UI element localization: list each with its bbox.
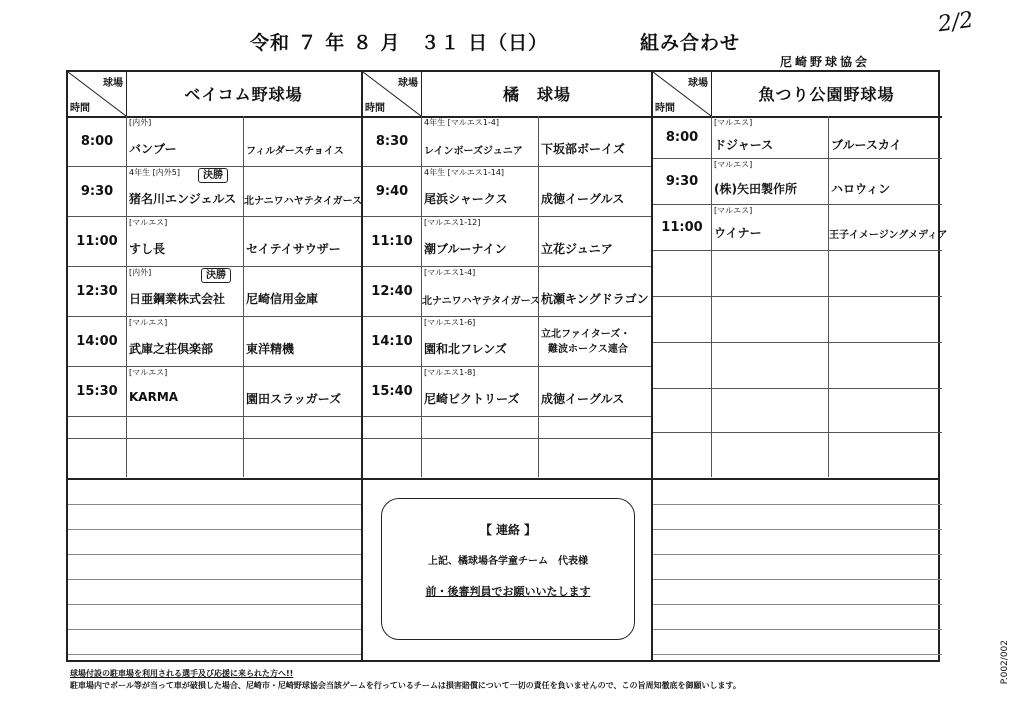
notice-title: 【 連絡 】 [479, 523, 537, 537]
time-label: 時間 [70, 103, 90, 114]
team-a: バンブー [129, 142, 177, 156]
venue-name: ベイコム野球場 [184, 85, 303, 104]
match-category: [マルエス] [129, 318, 168, 327]
final-badge: 決勝 [201, 268, 231, 283]
venue-column-tachibana [361, 72, 653, 478]
team-a: 尼崎ビクトリーズ [424, 392, 520, 406]
team-a: 園和北フレンズ [424, 342, 507, 356]
match-category: [マルエス] [714, 160, 753, 169]
match-category: [マルエス1-8] [424, 368, 476, 377]
match-row [68, 316, 361, 367]
match-category: [マルエス] [714, 206, 753, 215]
team-a: KARMA [129, 390, 179, 404]
venue-name: 魚つり公園野球場 [758, 85, 895, 104]
match-row [653, 204, 948, 251]
match-time: 8:30 [363, 116, 422, 166]
schedule-date: 令和 ７ 年 ８ 月 ３１ 日（日） [250, 32, 549, 54]
empty-row [68, 416, 361, 439]
venue-header [363, 72, 653, 118]
field-label: 球場 [398, 78, 418, 89]
footer-note-body: 駐車場内でボール等が当って車が破損した場合、尼崎市・尼崎野球協会当該ゲームを行っているチームは損害賠償について一切の責任を負いませんので、この旨周知徹底を御願いします。 [70, 681, 741, 690]
time-label: 時間 [655, 103, 675, 114]
notice-line1: 上記、橘球場各学童チーム 代表様 [428, 556, 588, 567]
team-a: 北ナニワハヤテタイガース [422, 296, 541, 307]
team-a: 武庫之荘倶楽部 [129, 342, 214, 356]
page-number-mark: 2/2 [936, 7, 975, 38]
venue-name: 橘 球場 [502, 85, 571, 104]
team-b: ブルースカイ [831, 138, 902, 152]
team-a: 尾浜シャークス [424, 192, 508, 206]
team-a: レインボーズジュニア [424, 146, 523, 157]
team-b: 園田スラッガーズ [246, 392, 342, 406]
match-time: 11:10 [363, 216, 422, 266]
empty-row [68, 439, 361, 477]
team-a: ウイナー [714, 226, 762, 240]
final-badge: 決勝 [198, 168, 228, 183]
match-category: [内外] [129, 268, 152, 277]
match-time: 9:30 [68, 166, 127, 216]
match-category: [内外] [129, 118, 152, 127]
corner-cell [653, 72, 712, 116]
team-b: セイテイサウザー [246, 242, 341, 256]
team-b: 杭瀬キングドラゴン [541, 292, 649, 306]
match-row [68, 366, 361, 417]
team-b: 下坂部ボーイズ [541, 142, 625, 156]
empty-row [653, 250, 942, 297]
team-b: 成徳イーグルス [541, 192, 625, 206]
team-a: (株)矢田製作所 [714, 182, 797, 196]
empty-row [653, 388, 942, 433]
notes-lines-right [651, 480, 942, 662]
venue-column-baycom [68, 72, 361, 478]
match-category: [マルエス1-12] [424, 218, 481, 227]
match-time: 12:30 [68, 266, 127, 316]
match-row [363, 216, 653, 267]
match-row [363, 166, 653, 217]
empty-row [653, 432, 942, 477]
match-category: [マルエス1-6] [424, 318, 476, 327]
match-row [68, 266, 361, 317]
team-b: 東洋精機 [246, 342, 295, 356]
team-b: 成徳イーグルス [541, 392, 625, 406]
match-time: 14:10 [363, 316, 422, 366]
team-b: ハロウィン [831, 182, 891, 196]
corner-cell [363, 72, 422, 116]
team-b: 尼崎信用金庫 [246, 292, 319, 306]
notice-box [381, 498, 635, 640]
team-b: 北ナニワハヤテタイガース [244, 196, 363, 207]
match-category: 4年生 [内外5] [129, 168, 180, 177]
match-category: 4年生 [マルエス1-14] [424, 168, 505, 177]
team-b-combined [538, 316, 653, 366]
match-category: [マルエス1-4] [424, 268, 476, 277]
venue-column-uotsuri [651, 72, 948, 478]
notes-lines-left [68, 480, 363, 662]
match-time: 15:30 [68, 366, 127, 416]
notice-line2: 前・後審判員でお願いいたします [425, 585, 591, 598]
match-row [363, 316, 653, 367]
match-row [363, 266, 653, 317]
match-row [68, 166, 361, 217]
match-category: 4年生 [マルエス1-4] [424, 118, 499, 127]
empty-row [363, 439, 653, 477]
team-a: 日亜鋼業株式会社 [129, 292, 226, 306]
team-b: 立花ジュニア [541, 242, 613, 256]
field-label: 球場 [688, 78, 708, 89]
venue-header [68, 72, 361, 118]
corner-cell [68, 72, 127, 116]
empty-row [363, 416, 653, 439]
match-time: 11:00 [68, 216, 127, 266]
team-b-line2: 難波ホークス連合 [548, 344, 628, 355]
match-time: 12:40 [363, 266, 422, 316]
match-time: 11:00 [653, 204, 712, 250]
empty-row [653, 342, 942, 389]
team-b-line1: 立北ファイターズ・ [541, 329, 631, 340]
team-a: ドジャース [714, 138, 774, 152]
empty-row [653, 296, 942, 343]
match-time: 9:30 [653, 158, 712, 204]
organization-name: 尼崎野球協会 [780, 55, 871, 69]
venue-header [653, 72, 942, 118]
team-a: すし長 [129, 242, 166, 256]
match-row [68, 116, 361, 167]
match-time: 15:40 [363, 366, 422, 416]
match-time: 14:00 [68, 316, 127, 366]
match-category: [マルエス] [714, 118, 753, 127]
field-label: 球場 [103, 78, 123, 89]
match-category: [マルエス] [129, 218, 168, 227]
schedule-title: 組み合わせ [640, 32, 741, 54]
team-b: 王子イメージングメディア [829, 230, 948, 241]
footer-note-title: 球場付設の駐車場を利用される選手及び応援に来られた方へ!! [70, 669, 294, 678]
match-row [363, 116, 653, 167]
notes-area [68, 478, 938, 662]
team-b: フィルダースチョイス [246, 146, 344, 157]
match-time: 9:40 [363, 166, 422, 216]
match-time: 8:00 [68, 116, 127, 166]
match-category: [マルエス] [129, 368, 168, 377]
match-row [653, 116, 942, 159]
fax-page-mark: P.002/002 [1000, 640, 1010, 685]
match-row [363, 366, 653, 417]
time-label: 時間 [365, 103, 385, 114]
match-time: 8:00 [653, 116, 712, 158]
team-a: 潮ブルーナイン [424, 242, 507, 256]
schedule-board [66, 70, 948, 662]
team-a: 猪名川エンジェルス [129, 192, 237, 206]
match-row [653, 158, 942, 205]
match-row [68, 216, 361, 267]
